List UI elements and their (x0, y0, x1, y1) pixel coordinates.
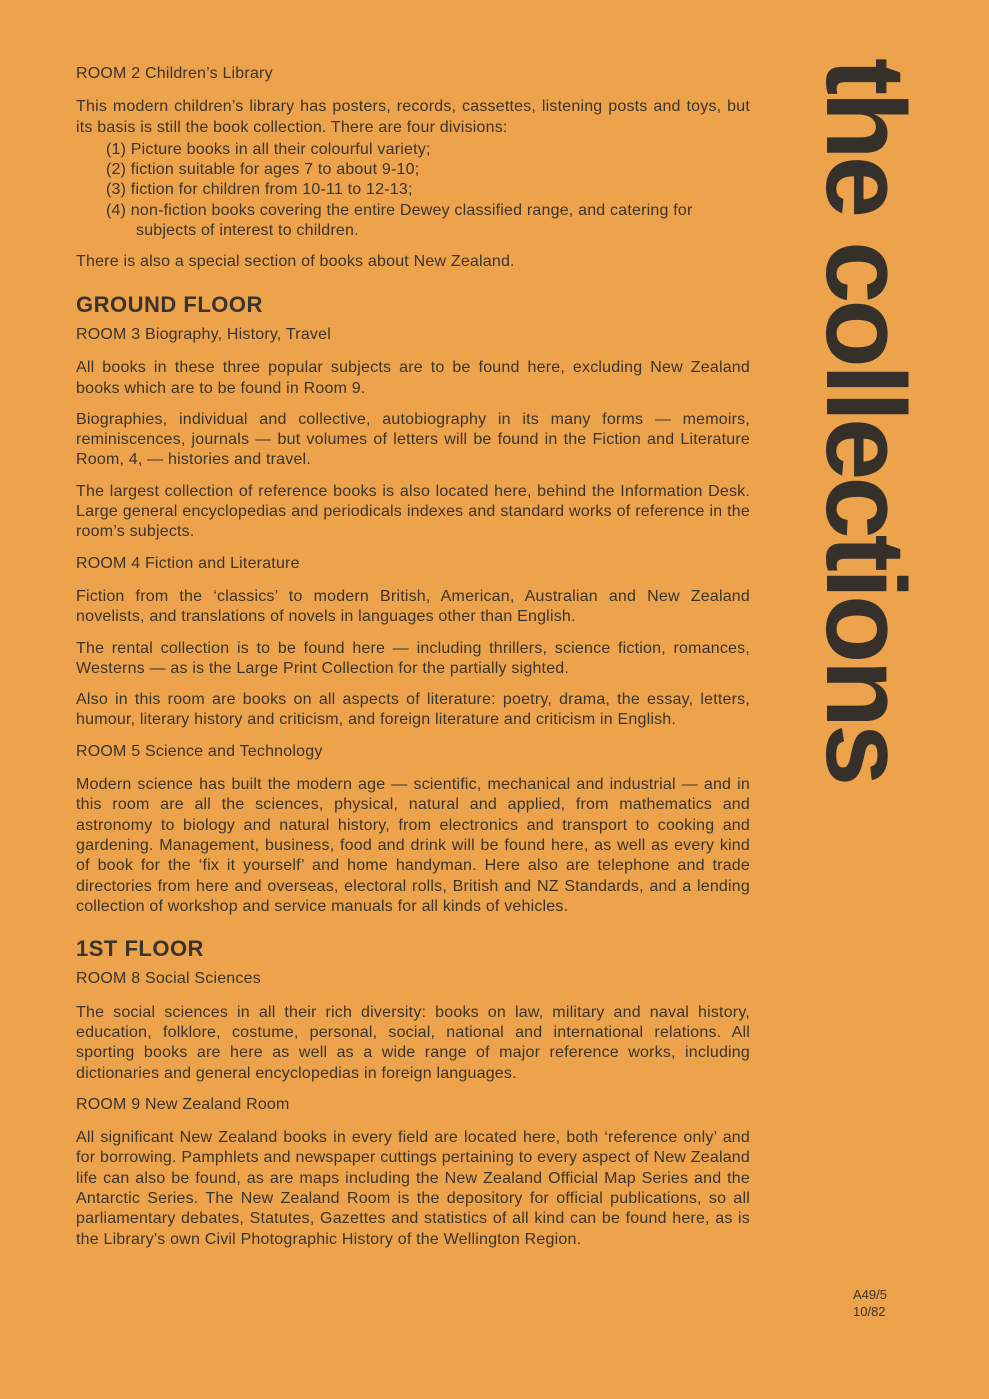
paragraph: There is also a special section of books about New Zealand. (76, 253, 515, 271)
list-item: (3) fiction for children from 10-11 to 12-13; (106, 181, 413, 199)
room-heading: ROOM 5 Science and Technology (76, 742, 323, 760)
floor-heading: GROUND FLOOR (76, 291, 263, 317)
code-line: 10/82 (853, 1304, 886, 1319)
division-list (76, 140, 750, 241)
document-code (853, 1286, 887, 1320)
list-item: (2) fiction suitable for ages 7 to about 9-10; (106, 161, 420, 179)
room-heading: ROOM 3 Biography, History, Travel (76, 325, 331, 343)
room-heading: ROOM 2 Children’s Library (76, 65, 273, 82)
paragraph: All significant New Zealand books in every field are located here, both ‘reference only’ and for borrowing. Pamphlets and newspaper cuttings pertaining to every aspect of New Zealand life can also be found, as are maps including the New Zealand Official Map Series and the Antarctic Series. The New Zealand Room is the depository for official publications, so all parliamentary debates, Statutes, Gazettes and statistics of all kind can be found here, as is the Library’s own Civil Photographic History of the Wellington Region. (76, 1129, 750, 1248)
vertical-title: the collections (803, 58, 928, 783)
paragraph: Biographies, individual and collective, autobiography in its many forms — memoirs, reminiscences, journals — but volumes of letters will be found in the Fiction and Literature Room, 4, — histories and travel. (76, 410, 750, 469)
code-line: A49/5 (853, 1287, 887, 1302)
paragraph: This modern children’s library has posters, records, cassettes, listening posts and toys, but its basis is still the book collection. There are four divisions: (76, 98, 750, 136)
paragraph: The social sciences in all their rich diversity: books on law, military and naval history, education, folklore, costume, personal, social, national and international relations. All sporting books are here as well as a wide range of major reference works, including dictionaries and general encyclopedias in foreign languages. (76, 1003, 750, 1082)
paragraph: Modern science has built the modern age — scientific, mechanical and industrial — and in this room are all the sciences, physical, natural and applied, from mathematics and astronomy to biology and natural history, from electronics and transport to cooking and gardening. Management, business, food and drink will be found here, as well as every kind of book for the ‘fix it yourself’ and home handyman. Here also are telephone and trade directories from here and overseas, electoral rolls, British and NZ Standards, and a lending collection of workshop and service manuals for all kinds of vehicles. (76, 776, 750, 915)
paragraph: The rental collection is to be found here — including thrillers, science fiction, romances, Westerns — as is the Large Print Collection for the partially sighted. (76, 639, 750, 677)
paragraph: The largest collection of reference books is also located here, behind the Information Desk. Large general encyclopedias and periodicals indexes and standard works of reference in the room’s subjects. (76, 482, 750, 541)
room-heading: ROOM 8 Social Sciences (76, 970, 261, 988)
paragraph: All books in these three popular subjects are to be found here, excluding New Zealand books which are to be found in Room 9. (76, 359, 750, 397)
paragraph: Also in this room are books on all aspects of literature: poetry, drama, the essay, letters, humour, literary history and criticism, and foreign literature and criticism in English. (76, 691, 750, 729)
document-body (76, 64, 750, 1261)
list-item: (1) Picture books in all their colourful variety; (106, 140, 431, 158)
room-heading: ROOM 4 Fiction and Literature (76, 554, 300, 572)
list-item: (4) non-fiction books covering the entire Dewey classified range, and catering for subjects of interest to children. (106, 201, 693, 240)
paragraph: Fiction from the ‘classics’ to modern British, American, Australian and New Zealand novelists, and translations of novels in languages other than English. (76, 587, 750, 626)
floor-heading: 1ST FLOOR (76, 936, 204, 962)
room-heading: ROOM 9 New Zealand Room (76, 1095, 290, 1113)
